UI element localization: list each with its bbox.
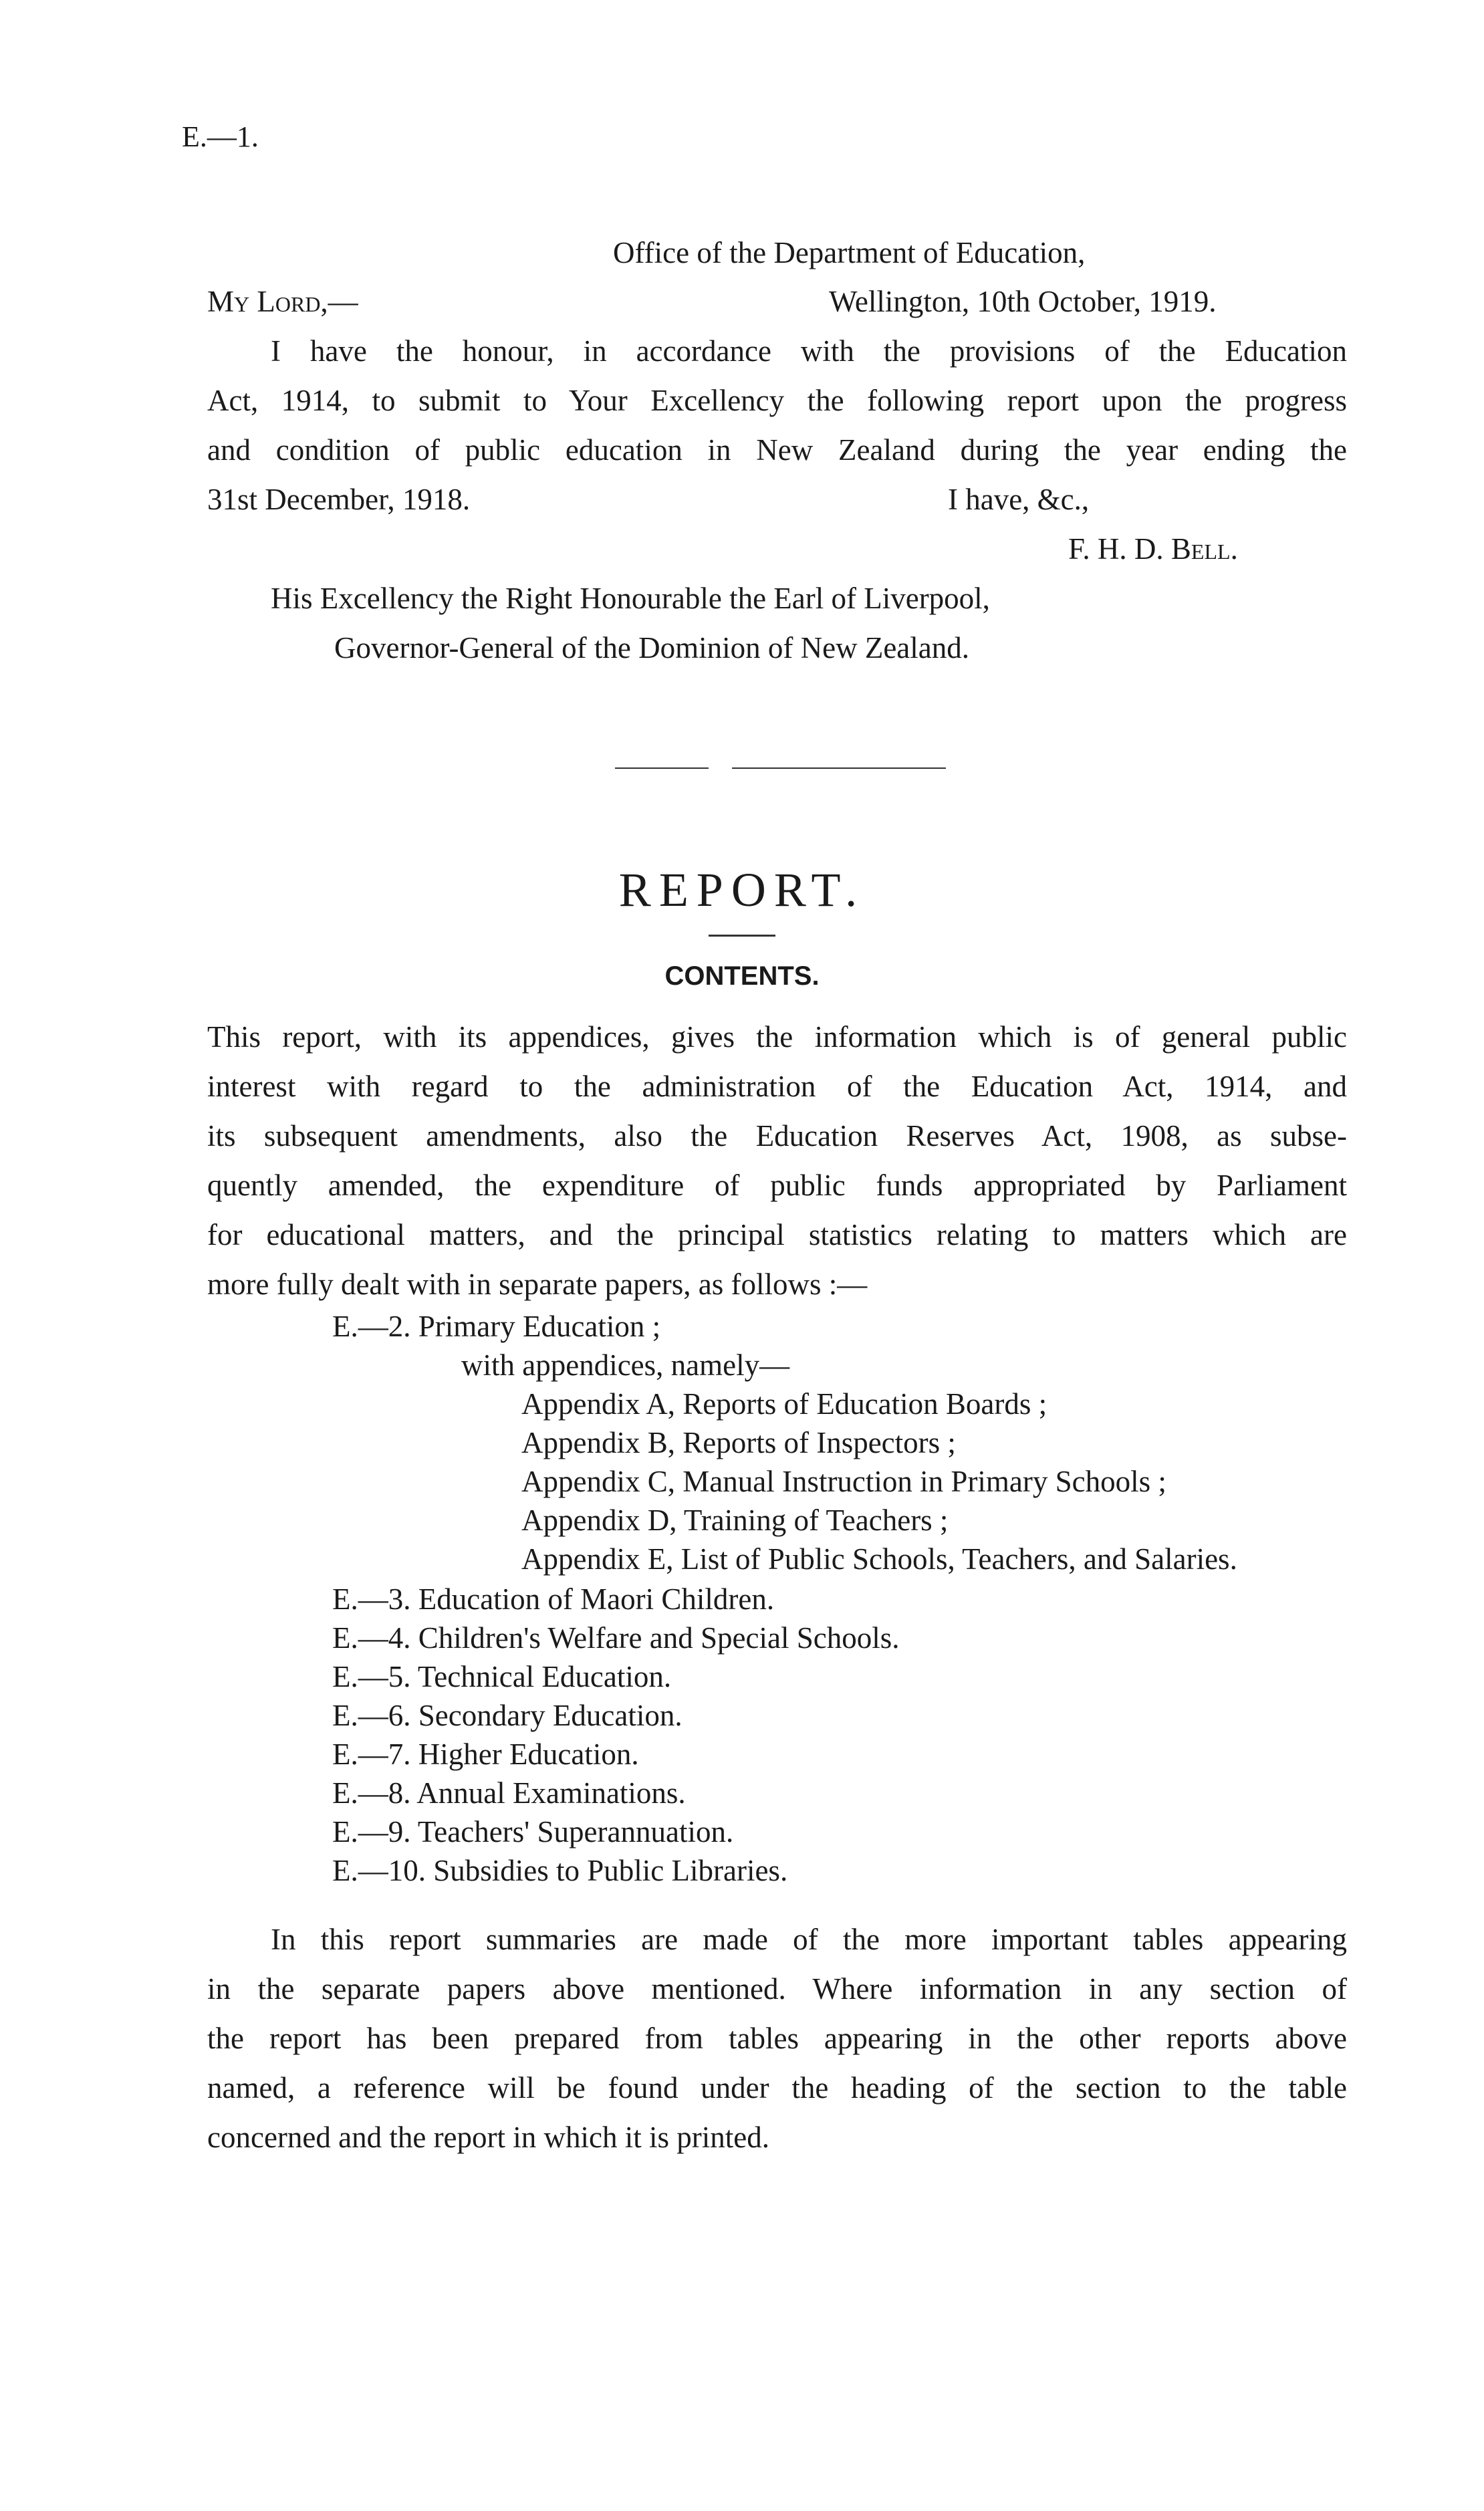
letter-place-date: Wellington, 10th October, 1919.	[829, 285, 1217, 318]
paper-item: E.—9. Teachers' Superannuation.	[332, 1815, 734, 1848]
intro-line: quently amended, the expenditure of public funds appropriated by Parliament	[207, 1169, 1347, 1202]
intro-line: for educational matters, and the principal statistics relating to matters which are	[207, 1218, 1347, 1251]
separator-rule-right	[732, 767, 946, 769]
letter-body-line: I have the honour, in accordance with the provisions of the Education	[271, 334, 1347, 368]
appendix-item: Appendix E, List of Public Schools, Teachers, and Salaries.	[521, 1542, 1237, 1576]
intro-line: its subsequent amendments, also the Education Reserves Act, 1908, as subse-	[207, 1119, 1347, 1153]
paper-e2: E.—2. Primary Education ;	[332, 1310, 661, 1343]
summary-paragraph	[207, 1915, 1347, 2113]
appendix-item: Appendix B, Reports of Inspectors ;	[521, 1426, 956, 1459]
paper-item: E.—3. Education of Maori Children.	[332, 1582, 775, 1616]
paper-item: E.—10. Subsidies to Public Libraries.	[332, 1854, 788, 1887]
addressee-line-2: Governor-General of the Dominion of New Zealand.	[334, 631, 970, 665]
summary-line: In this report summaries are made of the more important tables appearing	[271, 1923, 1347, 1956]
intro-last-line: more fully dealt with in separate papers, as follows :—	[207, 1268, 868, 1301]
appendices-intro: with appendices, namely—	[461, 1348, 790, 1382]
letter-body-line: and condition of public education in New Zealand during the year ending the	[207, 433, 1347, 467]
report-title: REPORT.	[618, 863, 866, 917]
title-underline	[709, 935, 775, 937]
separator-rule-left	[615, 767, 709, 769]
appendix-item: Appendix D, Training of Teachers ;	[521, 1504, 949, 1537]
letter-office: Office of the Department of Education,	[613, 236, 1086, 269]
appendix-item: Appendix C, Manual Instruction in Primary Schools ;	[521, 1465, 1166, 1498]
letter-salutation: My Lord,—	[207, 285, 358, 318]
summary-line: the report has been prepared from tables appearing in the other reports above	[207, 2022, 1347, 2055]
intro-line: This report, with its appendices, gives the information which is of general public	[207, 1020, 1347, 1054]
paper-item: E.—4. Children's Welfare and Special Schools.	[332, 1621, 900, 1655]
addressee-line-1: His Excellency the Right Honourable the Earl of Liverpool,	[271, 582, 990, 615]
paper-item: E.—8. Annual Examinations.	[332, 1776, 686, 1810]
paper-item: E.—5. Technical Education.	[332, 1660, 672, 1693]
letter-body-last: 31st December, 1918.	[207, 483, 471, 516]
page-reference: E.—1.	[182, 120, 259, 153]
letter-body	[207, 326, 1347, 475]
letter-signature: F. H. D. Bell.	[1068, 532, 1238, 566]
paper-item: E.—6. Secondary Education.	[332, 1699, 683, 1732]
contents-heading: CONTENTS.	[664, 961, 820, 991]
summary-last-line: concerned and the report in which it is printed.	[207, 2121, 769, 2154]
summary-line: named, a reference will be found under the heading of the section to the table	[207, 2071, 1347, 2105]
intro-line: interest with regard to the administration of the Education Act, 1914, and	[207, 1070, 1347, 1103]
paper-item: E.—7. Higher Education.	[332, 1738, 639, 1771]
summary-line: in the separate papers above mentioned. Where information in any section of	[207, 1972, 1347, 2006]
intro-paragraph	[207, 1012, 1347, 1260]
letter-closing: I have, &c.,	[948, 483, 1090, 516]
letter-body-line: Act, 1914, to submit to Your Excellency the following report upon the progress	[207, 384, 1347, 417]
appendix-item: Appendix A, Reports of Education Boards ;	[521, 1387, 1047, 1421]
